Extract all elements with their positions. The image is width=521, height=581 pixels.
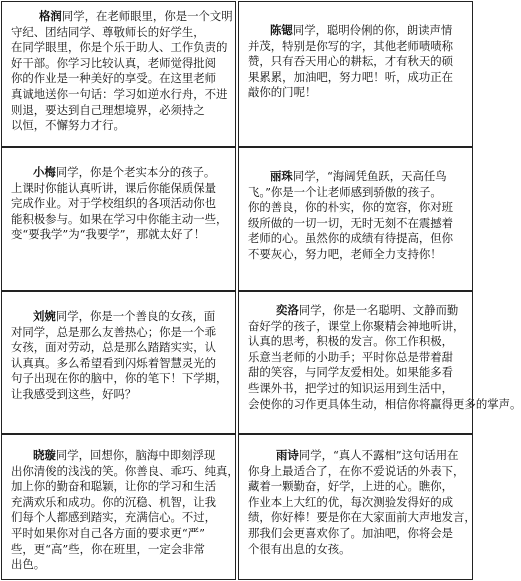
comment-first-line (11, 309, 228, 325)
comment-line: 守纪、团结同学、尊敬师长的好学生， (11, 24, 205, 39)
comment-line: 上课时你能认真听讲，课后你能保质保量 (11, 180, 217, 195)
comment-first-line (248, 448, 465, 464)
comment-line: 藏着一颗勤奋，好学，上进的心。瞧你， (248, 479, 454, 494)
comment-line: 真诚地送你一句话：学习如逆水行舟，不进 (11, 86, 228, 101)
comment-first-line (11, 9, 233, 25)
comment-line: 老师的心。虽然你的成绩有待提高，但你 (248, 231, 454, 246)
comment-line: 认真真。多么希望看到闪烁着智慧灵光的 (11, 355, 217, 370)
comment-line: 绩，你好棒！要是你在大家面前大声地发言， (248, 510, 476, 525)
comment-first-line (248, 303, 465, 319)
comment-opening: 同学，“海阔凭鱼跃，天高任鸟 (292, 169, 447, 183)
comment-line: 们每个人都感到踏实，充满信心。不过， (11, 510, 217, 525)
comment-line: 果累累，加油吧，努力吧！听，成功正在 (248, 69, 454, 84)
student-name: 陈锶 (270, 23, 293, 37)
comment-line: 乐意当老师的小助手；平时你总是带着甜 (248, 349, 454, 364)
comment-line: 充满欢乐和成功。你的沉稳、机智，让我 (11, 494, 217, 509)
student-name: 奕洛 (276, 303, 299, 317)
comment-opening: 同学，“真人不露相”这句话用在 (298, 448, 459, 462)
comment-line: 甜的笑容，与同学友爱相处。如果能多看 (248, 365, 454, 380)
comment-line: 不要灰心，努力吧，老师全力支持你！ (248, 246, 442, 261)
comment-line: 以恒，不懈努力才行。 (11, 118, 125, 133)
comment-card-8 (238, 434, 476, 580)
comment-opening: 同学，在老师眼里，你是一个文明 (61, 9, 233, 23)
comment-opening: 同学，聪明伶俐的你，朗读声情 (292, 23, 453, 37)
comment-card-1 (1, 1, 236, 147)
comment-line: 则退，要达到自己理想境界，必须持之 (11, 102, 205, 117)
comment-line: 出你清俊的浅浅的笑。你善良、乖巧、纯真， (11, 463, 239, 478)
comment-opening: 同学，你是个老实本分的孩子。 (55, 165, 216, 179)
student-name: 格润 (39, 9, 62, 23)
comment-card-6 (238, 291, 521, 434)
comment-line: 奋好学的孩子，课堂上你聚精会神地听讲， (248, 318, 465, 333)
comment-card-3 (1, 147, 236, 291)
comment-line: 出色。 (11, 557, 46, 572)
comment-line: 飞。”你是一个让老师感到骄傲的孩子。 (248, 184, 442, 199)
comment-line: 你身上最适合了，在你不爱说话的外表下， (248, 463, 465, 478)
comment-first-line (248, 169, 465, 185)
comment-first-line (11, 165, 228, 181)
student-name: 小梅 (33, 165, 56, 179)
comment-line: 个很有出息的女孩。 (248, 541, 351, 556)
comment-line: 些，更“高”些，你在班里，一定会非常 (11, 541, 205, 556)
comment-card-2 (238, 1, 473, 147)
student-name: 刘婉 (33, 309, 56, 323)
comment-first-line (248, 23, 465, 39)
comment-line: 对同学，总是那么友善热心；你是一个乖 (11, 324, 217, 339)
comment-line: 级所做的一切一切，无时无刻不在震撼着 (248, 215, 454, 230)
student-name: 雨诗 (276, 448, 299, 462)
comment-line: 在同学眼里，你是个乐于助人、工作负责的 (11, 40, 228, 55)
student-name: 晓璇 (33, 448, 56, 462)
comment-card-7 (1, 434, 239, 580)
comment-opening: 同学，你是一名聪明、文静而勤 (298, 303, 459, 317)
comment-line: 变“要我学”为“我要学”，那就太好了！ (11, 227, 206, 242)
comment-line: 会使你的习作更具体生动，相信你将赢得更多的掌声。 (248, 396, 521, 411)
comment-first-line (11, 448, 228, 464)
comment-line: 能积极参与。如果在学习中你能主动一些， (11, 211, 228, 226)
comment-opening: 同学，你是一个善良的女孩，面 (55, 309, 216, 323)
comment-card-4 (238, 147, 473, 291)
comment-line: 敲你的门呢！ (248, 85, 317, 100)
comment-line: 那我们会更喜欢你了。加油吧，你将会是 (248, 525, 454, 540)
comment-line: 并茂，特别是你写的字，其他老师啧啧称 (248, 38, 454, 53)
student-name: 丽珠 (270, 169, 293, 183)
comment-line: 些课外书，把学过的知识运用到生活中， (248, 380, 454, 395)
comment-line: 平时如果你对自己各方面的要求更“严” (11, 525, 205, 540)
comment-line: 句子出现在你的脑中，你的笔下！下学期， (11, 371, 228, 386)
comment-line: 女孩，面对劳动，总是那么踏踏实实，认 (11, 340, 217, 355)
comment-line: 好干部。你学习比较认真，老师觉得批阅 (11, 55, 217, 70)
comment-line: 完成作业。对于学校组织的各项活动你也 (11, 196, 217, 211)
comment-line: 你的善良，你的朴实，你的宽容，你对班 (248, 200, 454, 215)
comment-card-5 (1, 291, 236, 434)
comment-line: 加上你的勤奋和聪颖，让你的学习和生活 (11, 479, 217, 494)
comment-line: 认真的思考，积极的发言。你工作积极， (248, 334, 454, 349)
comment-line: 你的作业是一种美好的享受。在这里老师 (11, 71, 217, 86)
comment-opening: 同学，回想你，脑海中即刻浮现 (55, 448, 216, 462)
comment-line: 赞，只有吞天用心的耕耘，才有秋天的硕 (248, 54, 454, 69)
comment-line: 让我感受到这些，好吗？ (11, 386, 137, 401)
comment-line: 作业本上大红的优，每次测验发得好的成 (248, 494, 454, 509)
